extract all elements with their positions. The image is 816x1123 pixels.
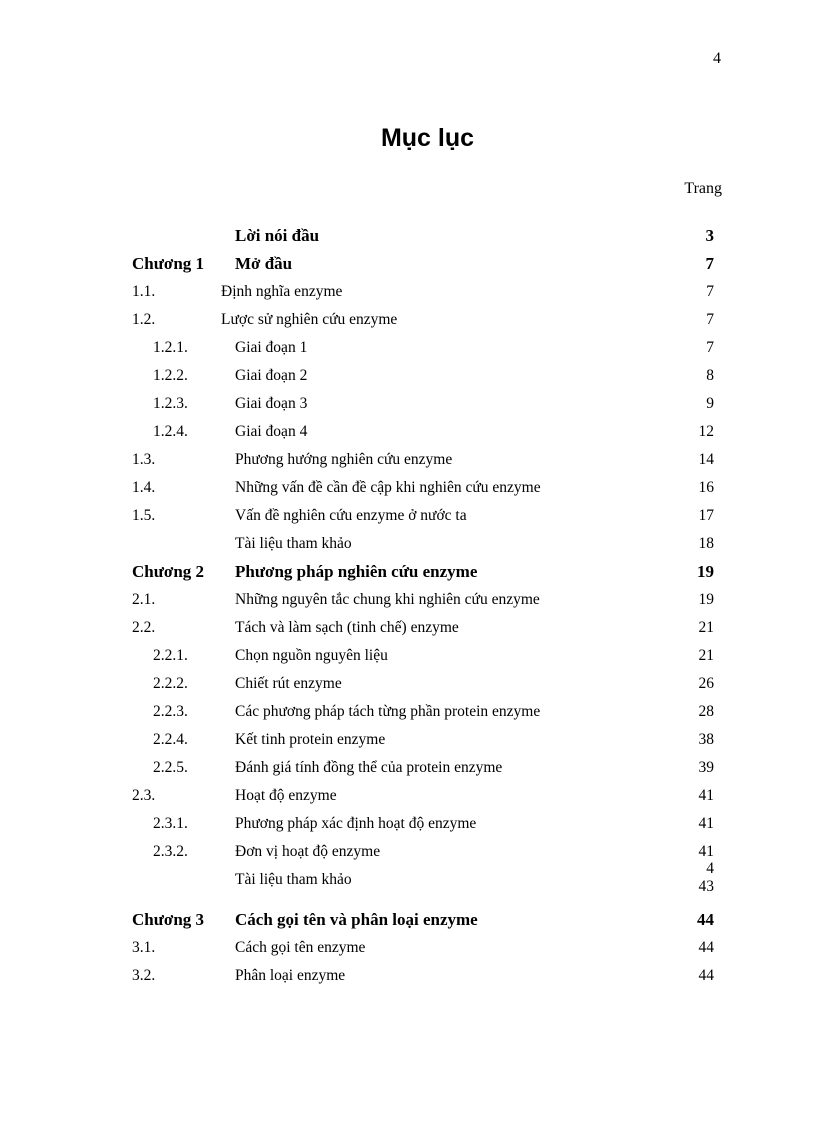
toc-chapter-2	[0, 558, 816, 586]
toc-entry	[0, 474, 816, 502]
page-column-label: Trang	[684, 180, 722, 197]
toc-entry-title: Giai đoạn 2	[235, 367, 308, 384]
toc-entry-number: 1.2.4.	[153, 423, 188, 440]
toc-entry-page: 8	[706, 367, 714, 384]
toc-entry	[0, 446, 816, 474]
toc-entry-number: 2.2.4.	[153, 731, 188, 748]
toc-references	[0, 860, 816, 906]
toc-entry-page: 39	[698, 759, 714, 776]
toc-references	[0, 530, 816, 558]
toc-entry-title: Giai đoạn 4	[235, 423, 308, 440]
toc-entry-page: 7	[705, 254, 714, 273]
page-number: 4	[713, 50, 721, 67]
toc-entry-number: 1.4.	[132, 479, 156, 496]
table-of-contents	[0, 222, 816, 990]
toc-entry-page: 7	[706, 311, 714, 328]
toc-entry-title: Kết tinh protein enzyme	[235, 731, 386, 748]
toc-chapter-title: Mở đầu	[235, 254, 293, 273]
toc-entry-number: 2.3.2.	[153, 843, 188, 860]
toc-entry-title: Những nguyên tắc chung khi nghiên cứu enzyme	[235, 591, 540, 608]
toc-entry-title: Đánh giá tính đồng thể của protein enzyme	[235, 759, 503, 776]
toc-chapter-3	[0, 906, 816, 934]
toc-entry	[0, 726, 816, 754]
toc-chapter-number: Chương 2	[132, 562, 205, 581]
toc-entry-title: Những vấn đề cần đề cập khi nghiên cứu enzyme	[235, 479, 541, 496]
toc-entry-page: 44	[698, 939, 714, 956]
toc-entry-title: Lời nói đầu	[235, 226, 320, 245]
toc-entry-number: 1.2.2.	[153, 367, 188, 384]
toc-entry-number: 2.2.3.	[153, 703, 188, 720]
toc-entry	[0, 306, 816, 334]
toc-entry	[0, 586, 816, 614]
toc-entry-page: 41	[698, 843, 714, 860]
toc-entry-page: 28	[698, 703, 714, 720]
toc-entry-number: 2.3.1.	[153, 815, 188, 832]
toc-entry-number: 2.2.1.	[153, 647, 188, 664]
toc-chapter-number: Chương 1	[132, 254, 205, 273]
toc-entry	[0, 278, 816, 306]
toc-entry-title: Vấn đề nghiên cứu enzyme ở nước ta	[235, 507, 467, 524]
toc-entry-page: 44	[697, 910, 714, 929]
toc-entry	[0, 502, 816, 530]
toc-entry-page: 41	[698, 815, 714, 832]
toc-chapter-title: Cách gọi tên và phân loại enzyme	[235, 910, 478, 929]
toc-entry-page: 38	[698, 731, 714, 748]
toc-entry	[0, 418, 816, 446]
toc-entry-title: Lược sử nghiên cứu enzyme	[221, 311, 398, 328]
toc-entry-page: 14	[698, 451, 714, 468]
toc-entry-number: 3.2.	[132, 967, 156, 984]
toc-entry-number: 2.2.5.	[153, 759, 188, 776]
toc-entry-title: Chọn nguồn nguyên liệu	[235, 647, 388, 664]
toc-entry-number: 1.2.	[132, 311, 156, 328]
toc-entry-title: Tài liệu tham khảo	[235, 871, 352, 888]
toc-entry-page: 21	[698, 647, 714, 664]
toc-entry-page: 21	[698, 619, 714, 636]
toc-entry-page: 41	[698, 787, 714, 804]
toc-entry-page: 7	[706, 283, 714, 300]
toc-entry	[0, 782, 816, 810]
toc-entry	[0, 838, 816, 866]
toc-entry-page: 12	[698, 423, 714, 440]
toc-entry	[0, 642, 816, 670]
toc-entry-number: 1.1.	[132, 283, 156, 300]
toc-entry-page: 16	[698, 479, 714, 496]
toc-entry-title: Hoạt độ enzyme	[235, 787, 337, 804]
toc-entry-title: Cách gọi tên enzyme	[235, 939, 366, 956]
toc-entry-number: 2.2.2.	[153, 675, 188, 692]
toc-entry	[0, 754, 816, 782]
toc-chapter-1	[0, 250, 816, 278]
toc-entry-number: 1.2.3.	[153, 395, 188, 412]
toc-entry	[0, 810, 816, 838]
toc-entry-page: 19	[698, 591, 714, 608]
page-title: Mục lục	[380, 124, 475, 152]
toc-entry-page-value: 43	[698, 878, 714, 895]
toc-entry-page: 18	[698, 535, 714, 552]
toc-entry-number: 1.3.	[132, 451, 156, 468]
toc-entry-page: 3	[705, 226, 714, 245]
toc-entry-title: Phân loại enzyme	[235, 967, 346, 984]
toc-entry-title: Giai đoạn 3	[235, 395, 308, 412]
toc-chapter-title: Phương pháp nghiên cứu enzyme	[235, 562, 478, 581]
toc-entry-title: Tài liệu tham khảo	[235, 535, 352, 552]
toc-entry	[0, 614, 816, 642]
toc-entry	[0, 362, 816, 390]
toc-entry-title: Các phương pháp tách từng phần protein enzyme	[235, 703, 541, 720]
toc-entry-title: Tách và làm sạch (tinh chế) enzyme	[235, 619, 459, 636]
toc-entry-page: 7	[706, 339, 714, 356]
toc-entry-page: 17	[698, 507, 714, 524]
toc-entry-page: 44	[698, 967, 714, 984]
toc-entry-number: 3.1.	[132, 939, 156, 956]
toc-entry-title: Phương hướng nghiên cứu enzyme	[235, 451, 453, 468]
toc-entry-number: 1.2.1.	[153, 339, 188, 356]
toc-entry-number: 2.2.	[132, 619, 156, 636]
toc-preface	[0, 222, 816, 250]
toc-entry-page: 9	[706, 395, 714, 412]
toc-entry-number: 2.1.	[132, 591, 156, 608]
toc-entry-title: Giai đoạn 1	[235, 339, 308, 356]
toc-entry-page	[699, 860, 715, 896]
toc-entry	[0, 934, 816, 962]
toc-entry	[0, 390, 816, 418]
toc-entry-title: Phương pháp xác định hoạt độ enzyme	[235, 815, 477, 832]
toc-chapter-number: Chương 3	[132, 910, 205, 929]
toc-entry-number: 2.3.	[132, 787, 156, 804]
toc-entry-page: 26	[698, 675, 714, 692]
toc-entry	[0, 698, 816, 726]
stray-page-number: 4	[706, 860, 714, 877]
toc-entry-title: Định nghĩa enzyme	[221, 283, 343, 300]
toc-entry-title: Đơn vị hoạt độ enzyme	[235, 843, 381, 860]
toc-entry-number: 1.5.	[132, 507, 156, 524]
toc-entry	[0, 334, 816, 362]
toc-entry-title: Chiết rút enzyme	[235, 675, 342, 692]
toc-entry	[0, 962, 816, 990]
toc-entry-page: 19	[697, 562, 714, 581]
toc-entry	[0, 670, 816, 698]
